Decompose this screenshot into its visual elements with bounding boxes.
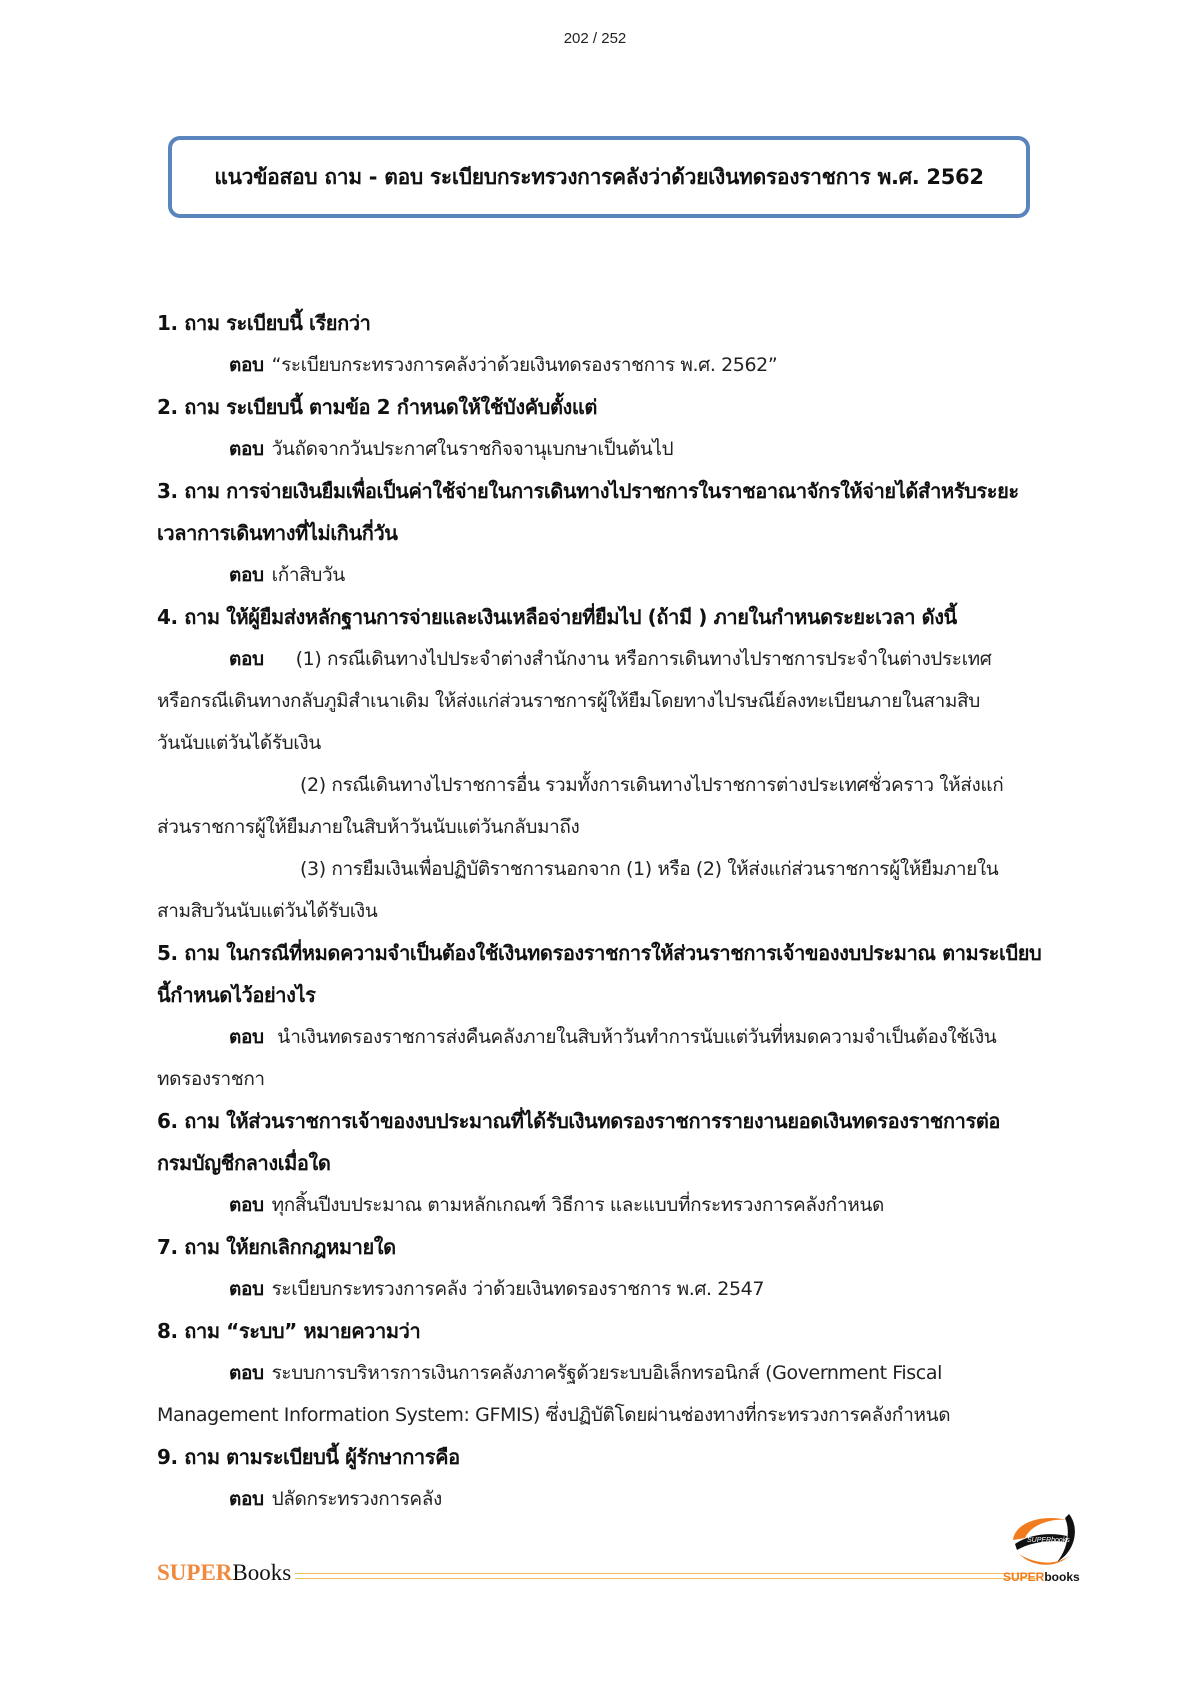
answer-text: นำเงินทดรองราชการส่งคืนคลังภายในสิบห้าวันทำการนับแต่วันที่หมดความจำเป็นต้องใช้เงิน <box>271 1026 997 1048</box>
answer-text: ทุกสิ้นปีงบประมาณ ตามหลักเกณฑ์ วิธีการ และแบบที่กระทรวงการคลังกำหนด <box>271 1194 884 1216</box>
question-line: 3. ถาม การจ่ายเงินยืมเพื่อเป็นค่าใช้จ่ายในการเดินทางไปราชการในราชอาณาจักรให้จ่ายได้สำหรับระยะ <box>157 479 1019 503</box>
qa-content <box>157 302 1043 1520</box>
answer-line <box>157 1016 1043 1058</box>
question-line: 8. ถาม “ระบบ” หมายความว่า <box>157 1319 421 1343</box>
footer-rule <box>295 1573 1037 1579</box>
answer-line <box>157 638 1043 680</box>
swoosh-logo-icon <box>995 1510 1095 1572</box>
logo-wordmark: SUPERbooks <box>1003 1570 1080 1584</box>
answer-label: ตอบ <box>229 438 264 460</box>
answer-label: ตอบ <box>229 648 264 670</box>
continuation-line: วันนับแต่วันได้รับเงิน <box>157 732 321 754</box>
title-box <box>168 136 1030 218</box>
question-line: 5. ถาม ในกรณีที่หมดความจำเป็นต้องใช้เงินทดรองราชการให้ส่วนราชการเจ้าของงบประมาณ ตามระเบียบ <box>157 941 1042 965</box>
footer-brand <box>157 1560 291 1586</box>
question-line: 4. ถาม ให้ผู้ยืมส่งหลักฐานการจ่ายและเงินเหลือจ่ายที่ยืมไป (ถ้ามี ) ภายในกำหนดระยะเวลา ดังนี้ <box>157 605 957 629</box>
superbooks-logo <box>995 1510 1095 1590</box>
question-line: กรมบัญชีกลางเมื่อใด <box>157 1151 331 1175</box>
question-line: 9. ถาม ตามระเบียบนี้ ผู้รักษาการคือ <box>157 1445 460 1469</box>
continuation-line: ทดรองราชกา <box>157 1068 265 1090</box>
answer-line <box>157 1478 1043 1520</box>
continuation-line: สามสิบวันนับแต่วันได้รับเงิน <box>157 900 378 922</box>
continuation-line: หรือกรณีเดินทางกลับภูมิสำเนาเดิม ให้ส่งแก่ส่วนราชการผู้ให้ยืมโดยทางไปรษณีย์ลงทะเบียนภายในสามสิบ <box>157 690 980 712</box>
answer-subitem: (3) การยืมเงินเพื่อปฏิบัติราชการนอกจาก (1) หรือ (2) ให้ส่งแก่ส่วนราชการผู้ให้ยืมภายใน <box>300 858 999 880</box>
answer-line <box>157 428 1043 470</box>
question-line: 1. ถาม ระเบียบนี้ เรียกว่า <box>157 311 371 335</box>
answer-line <box>157 554 1043 596</box>
answer-text: ปลัดกระทรวงการคลัง <box>271 1488 442 1510</box>
answer-line <box>157 1184 1043 1226</box>
page-title: แนวข้อสอบ ถาม - ตอบ ระเบียบกระทรวงการคลังว่าด้วยเงินทดรองราชการ พ.ศ. 2562 <box>214 164 984 189</box>
answer-line <box>157 344 1043 386</box>
continuation-line: Management Information System: GFMIS) ซึ่งปฏิบัติโดยผ่านช่องทางที่กระทรวงการคลังกำหนด <box>157 1404 951 1426</box>
answer-label: ตอบ <box>229 564 264 586</box>
brand-books: Books <box>232 1560 292 1585</box>
answer-text: ระบบการบริหารการเงินการคลังภาครัฐด้วยระบบอิเล็กทรอนิกส์ (Government Fiscal <box>271 1362 942 1384</box>
svg-text:SUPERbooks: SUPERbooks <box>1027 1537 1070 1544</box>
question-line: นี้กำหนดไว้อย่างไร <box>157 983 316 1007</box>
question-line: 2. ถาม ระเบียบนี้ ตามข้อ 2 กำหนดให้ใช้บังคับตั้งแต่ <box>157 395 597 419</box>
answer-line <box>157 1268 1043 1310</box>
answer-text: (1) กรณีเดินทางไปประจำต่างสำนักงาน หรือการเดินทางไปราชการประจำในต่างประเทศ <box>295 648 992 670</box>
answer-label: ตอบ <box>229 1194 264 1216</box>
answer-label: ตอบ <box>229 354 264 376</box>
continuation-line: ส่วนราชการผู้ให้ยืมภายในสิบห้าวันนับแต่วันกลับมาถึง <box>157 816 580 838</box>
answer-label: ตอบ <box>229 1026 264 1048</box>
answer-label: ตอบ <box>229 1278 264 1300</box>
answer-text: ระเบียบกระทรวงการคลัง ว่าด้วยเงินทดรองราชการ พ.ศ. 2547 <box>271 1278 765 1300</box>
answer-subitem: (2) กรณีเดินทางไปราชการอื่น รวมทั้งการเดินทางไปราชการต่างประเทศชั่วคราว ให้ส่งแก่ <box>300 774 1004 796</box>
question-line: 7. ถาม ให้ยกเลิกกฎหมายใด <box>157 1235 396 1259</box>
answer-text: วันถัดจากวันประกาศในราชกิจจานุเบกษาเป็นต้นไป <box>271 438 674 460</box>
answer-text: เก้าสิบวัน <box>271 564 345 586</box>
question-line: เวลาการเดินทางที่ไม่เกินกี่วัน <box>157 521 398 545</box>
answer-line <box>157 1352 1043 1394</box>
page-counter: 202 / 252 <box>563 30 627 47</box>
answer-label: ตอบ <box>229 1488 264 1510</box>
footer <box>157 1558 1037 1588</box>
question-line: 6. ถาม ให้ส่วนราชการเจ้าของงบประมาณที่ได้รับเงินทดรองราชการรายงานยอดเงินทดรองราชการต่อ <box>157 1109 1001 1133</box>
answer-label: ตอบ <box>229 1362 264 1384</box>
brand-super: SUPER <box>157 1560 233 1585</box>
answer-text: “ระเบียบกระทรวงการคลังว่าด้วยเงินทดรองราชการ พ.ศ. 2562” <box>271 354 778 376</box>
